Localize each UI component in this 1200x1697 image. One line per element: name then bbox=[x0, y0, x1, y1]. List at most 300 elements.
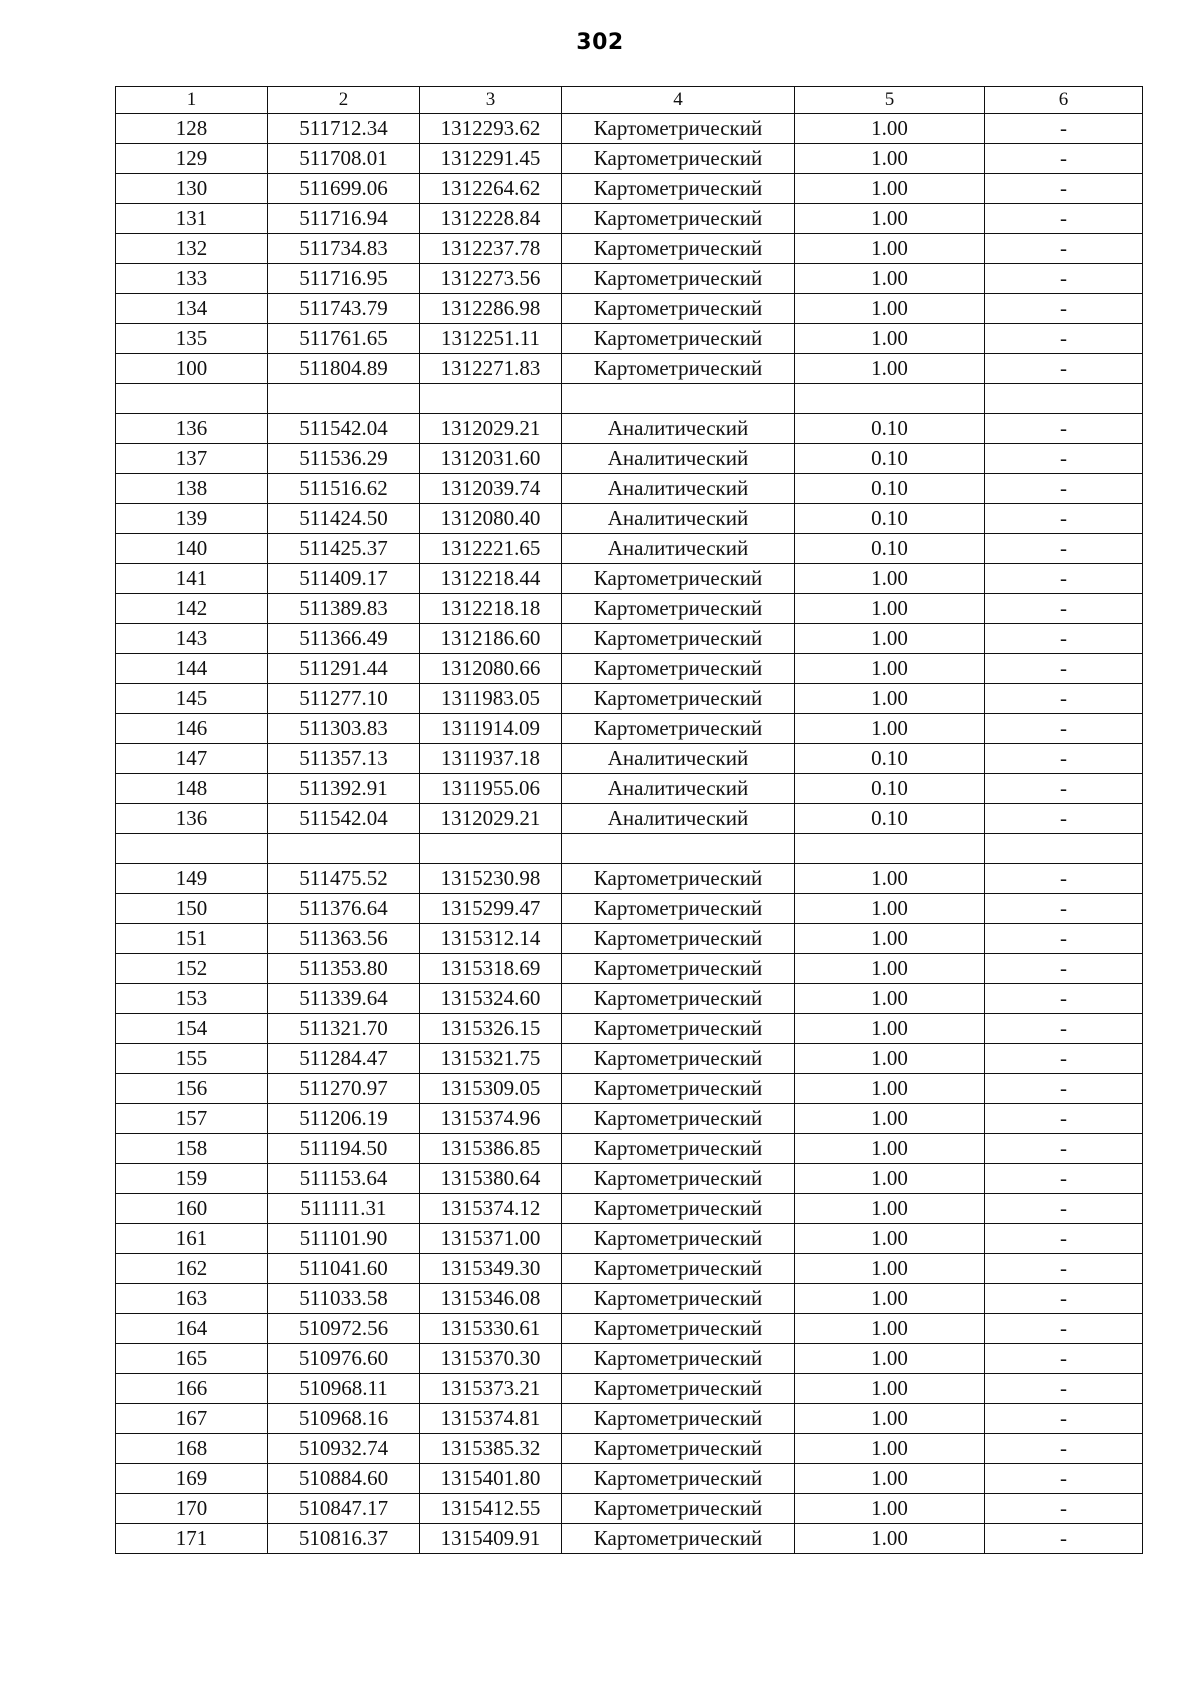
x-coordinate-cell: 511366.49 bbox=[268, 624, 420, 654]
y-coordinate-cell: 1311914.09 bbox=[420, 714, 562, 744]
point-number-cell: 153 bbox=[116, 984, 268, 1014]
accuracy-cell: 1.00 bbox=[795, 564, 985, 594]
point-number-cell: 168 bbox=[116, 1434, 268, 1464]
note-cell: - bbox=[985, 804, 1143, 834]
y-coordinate-cell: 1315299.47 bbox=[420, 894, 562, 924]
x-coordinate-cell: 511041.60 bbox=[268, 1254, 420, 1284]
method-cell: Картометрический bbox=[562, 654, 795, 684]
y-coordinate-cell: 1312273.56 bbox=[420, 264, 562, 294]
point-number-cell: 136 bbox=[116, 414, 268, 444]
method-cell: Картометрический bbox=[562, 324, 795, 354]
table-row bbox=[116, 564, 1143, 594]
table-row bbox=[116, 1434, 1143, 1464]
method-cell: Картометрический bbox=[562, 684, 795, 714]
point-number-cell: 165 bbox=[116, 1344, 268, 1374]
point-number-cell: 130 bbox=[116, 174, 268, 204]
accuracy-cell: 1.00 bbox=[795, 1254, 985, 1284]
x-coordinate-cell: 511111.31 bbox=[268, 1194, 420, 1224]
y-coordinate-cell: 1315371.00 bbox=[420, 1224, 562, 1254]
x-coordinate-cell: 511270.97 bbox=[268, 1074, 420, 1104]
note-cell: - bbox=[985, 594, 1143, 624]
x-coordinate-cell: 510968.16 bbox=[268, 1404, 420, 1434]
point-number-cell: 148 bbox=[116, 774, 268, 804]
point-number-cell: 171 bbox=[116, 1524, 268, 1554]
x-coordinate-cell: 511743.79 bbox=[268, 294, 420, 324]
note-cell: - bbox=[985, 1254, 1143, 1284]
table-row bbox=[116, 1044, 1143, 1074]
method-cell bbox=[562, 384, 795, 414]
point-number-cell: 147 bbox=[116, 744, 268, 774]
x-coordinate-cell: 511424.50 bbox=[268, 504, 420, 534]
x-coordinate-cell: 511277.10 bbox=[268, 684, 420, 714]
note-cell: - bbox=[985, 414, 1143, 444]
method-cell: Картометрический bbox=[562, 1464, 795, 1494]
x-coordinate-cell: 511712.34 bbox=[268, 114, 420, 144]
method-cell: Картометрический bbox=[562, 1404, 795, 1434]
accuracy-cell: 1.00 bbox=[795, 234, 985, 264]
point-number-cell: 144 bbox=[116, 654, 268, 684]
note-cell: - bbox=[985, 1344, 1143, 1374]
y-coordinate-cell: 1312039.74 bbox=[420, 474, 562, 504]
x-coordinate-cell: 511699.06 bbox=[268, 174, 420, 204]
table-row bbox=[116, 1074, 1143, 1104]
accuracy-cell: 1.00 bbox=[795, 1164, 985, 1194]
accuracy-cell: 1.00 bbox=[795, 354, 985, 384]
method-cell: Картометрический bbox=[562, 1494, 795, 1524]
accuracy-cell: 1.00 bbox=[795, 114, 985, 144]
accuracy-cell: 1.00 bbox=[795, 1404, 985, 1434]
y-coordinate-cell: 1312293.62 bbox=[420, 114, 562, 144]
y-coordinate-cell: 1315324.60 bbox=[420, 984, 562, 1014]
y-coordinate-cell: 1315312.14 bbox=[420, 924, 562, 954]
note-cell: - bbox=[985, 504, 1143, 534]
y-coordinate-cell: 1312271.83 bbox=[420, 354, 562, 384]
accuracy-cell: 1.00 bbox=[795, 714, 985, 744]
point-number-cell: 169 bbox=[116, 1464, 268, 1494]
y-coordinate-cell: 1311983.05 bbox=[420, 684, 562, 714]
table-row bbox=[116, 654, 1143, 684]
accuracy-cell: 1.00 bbox=[795, 264, 985, 294]
table-row bbox=[116, 954, 1143, 984]
column-number: 6 bbox=[985, 87, 1143, 114]
column-number: 1 bbox=[116, 87, 268, 114]
page-number: 302 bbox=[576, 30, 624, 55]
note-cell: - bbox=[985, 864, 1143, 894]
accuracy-cell bbox=[795, 384, 985, 414]
point-number-cell: 100 bbox=[116, 354, 268, 384]
note-cell: - bbox=[985, 744, 1143, 774]
method-cell: Картометрический bbox=[562, 624, 795, 654]
method-cell: Аналитический bbox=[562, 744, 795, 774]
accuracy-cell: 0.10 bbox=[795, 804, 985, 834]
table-row bbox=[116, 204, 1143, 234]
note-cell: - bbox=[985, 1104, 1143, 1134]
x-coordinate-cell: 510816.37 bbox=[268, 1524, 420, 1554]
y-coordinate-cell: 1315370.30 bbox=[420, 1344, 562, 1374]
accuracy-cell: 1.00 bbox=[795, 894, 985, 924]
accuracy-cell: 1.00 bbox=[795, 1104, 985, 1134]
point-number-cell bbox=[116, 834, 268, 864]
point-number-cell: 162 bbox=[116, 1254, 268, 1284]
method-cell: Аналитический bbox=[562, 474, 795, 504]
y-coordinate-cell: 1312080.66 bbox=[420, 654, 562, 684]
note-cell: - bbox=[985, 1134, 1143, 1164]
point-number-cell: 155 bbox=[116, 1044, 268, 1074]
x-coordinate-cell: 511353.80 bbox=[268, 954, 420, 984]
method-cell: Картометрический bbox=[562, 954, 795, 984]
x-coordinate-cell: 510976.60 bbox=[268, 1344, 420, 1374]
y-coordinate-cell: 1315346.08 bbox=[420, 1284, 562, 1314]
x-coordinate-cell: 511194.50 bbox=[268, 1134, 420, 1164]
point-number-cell: 150 bbox=[116, 894, 268, 924]
note-cell: - bbox=[985, 264, 1143, 294]
x-coordinate-cell: 511101.90 bbox=[268, 1224, 420, 1254]
note-cell: - bbox=[985, 474, 1143, 504]
method-cell: Картометрический bbox=[562, 894, 795, 924]
method-cell: Картометрический bbox=[562, 114, 795, 144]
table-row bbox=[116, 504, 1143, 534]
table-row bbox=[116, 624, 1143, 654]
note-cell: - bbox=[985, 144, 1143, 174]
y-coordinate-cell: 1312031.60 bbox=[420, 444, 562, 474]
point-number-cell: 156 bbox=[116, 1074, 268, 1104]
accuracy-cell: 1.00 bbox=[795, 1224, 985, 1254]
table-row bbox=[116, 1254, 1143, 1284]
table-row bbox=[116, 684, 1143, 714]
accuracy-cell: 0.10 bbox=[795, 414, 985, 444]
x-coordinate-cell: 511321.70 bbox=[268, 1014, 420, 1044]
accuracy-cell: 1.00 bbox=[795, 1194, 985, 1224]
table-row bbox=[116, 1104, 1143, 1134]
x-coordinate-cell: 511542.04 bbox=[268, 804, 420, 834]
table-row bbox=[116, 1014, 1143, 1044]
accuracy-cell: 1.00 bbox=[795, 654, 985, 684]
accuracy-cell: 1.00 bbox=[795, 174, 985, 204]
point-number-cell: 160 bbox=[116, 1194, 268, 1224]
accuracy-cell: 1.00 bbox=[795, 204, 985, 234]
method-cell: Картометрический bbox=[562, 1194, 795, 1224]
table-row bbox=[116, 1494, 1143, 1524]
accuracy-cell: 0.10 bbox=[795, 444, 985, 474]
y-coordinate-cell: 1312228.84 bbox=[420, 204, 562, 234]
y-coordinate-cell: 1315373.21 bbox=[420, 1374, 562, 1404]
method-cell: Картометрический bbox=[562, 924, 795, 954]
table-row bbox=[116, 234, 1143, 264]
point-number-cell: 141 bbox=[116, 564, 268, 594]
x-coordinate-cell: 510847.17 bbox=[268, 1494, 420, 1524]
y-coordinate-cell: 1312080.40 bbox=[420, 504, 562, 534]
note-cell: - bbox=[985, 204, 1143, 234]
note-cell: - bbox=[985, 1494, 1143, 1524]
method-cell: Картометрический bbox=[562, 1284, 795, 1314]
y-coordinate-cell: 1315230.98 bbox=[420, 864, 562, 894]
accuracy-cell: 1.00 bbox=[795, 924, 985, 954]
point-number-cell bbox=[116, 384, 268, 414]
accuracy-cell: 1.00 bbox=[795, 1284, 985, 1314]
table-row bbox=[116, 114, 1143, 144]
note-cell: - bbox=[985, 1194, 1143, 1224]
note-cell: - bbox=[985, 1314, 1143, 1344]
note-cell bbox=[985, 834, 1143, 864]
point-number-cell: 128 bbox=[116, 114, 268, 144]
x-coordinate-cell: 511206.19 bbox=[268, 1104, 420, 1134]
table-row bbox=[116, 594, 1143, 624]
table-row bbox=[116, 834, 1143, 864]
note-cell: - bbox=[985, 1524, 1143, 1554]
note-cell: - bbox=[985, 1224, 1143, 1254]
point-number-cell: 145 bbox=[116, 684, 268, 714]
point-number-cell: 154 bbox=[116, 1014, 268, 1044]
y-coordinate-cell: 1312237.78 bbox=[420, 234, 562, 264]
x-coordinate-cell: 511339.64 bbox=[268, 984, 420, 1014]
accuracy-cell: 1.00 bbox=[795, 324, 985, 354]
method-cell: Картометрический bbox=[562, 864, 795, 894]
method-cell: Картометрический bbox=[562, 1104, 795, 1134]
point-number-cell: 143 bbox=[116, 624, 268, 654]
accuracy-cell: 1.00 bbox=[795, 1014, 985, 1044]
x-coordinate-cell: 511542.04 bbox=[268, 414, 420, 444]
table-row bbox=[116, 534, 1143, 564]
y-coordinate-cell: 1315374.81 bbox=[420, 1404, 562, 1434]
point-number-cell: 137 bbox=[116, 444, 268, 474]
x-coordinate-cell: 511153.64 bbox=[268, 1164, 420, 1194]
table-row bbox=[116, 414, 1143, 444]
note-cell: - bbox=[985, 1374, 1143, 1404]
y-coordinate-cell: 1315309.05 bbox=[420, 1074, 562, 1104]
table-row bbox=[116, 144, 1143, 174]
point-number-cell: 158 bbox=[116, 1134, 268, 1164]
method-cell: Картометрический bbox=[562, 1044, 795, 1074]
accuracy-cell: 1.00 bbox=[795, 1464, 985, 1494]
y-coordinate-cell: 1315326.15 bbox=[420, 1014, 562, 1044]
x-coordinate-cell: 511708.01 bbox=[268, 144, 420, 174]
x-coordinate-cell: 511357.13 bbox=[268, 744, 420, 774]
y-coordinate-cell: 1315374.96 bbox=[420, 1104, 562, 1134]
y-coordinate-cell: 1312029.21 bbox=[420, 414, 562, 444]
x-coordinate-cell: 511716.94 bbox=[268, 204, 420, 234]
x-coordinate-cell: 511761.65 bbox=[268, 324, 420, 354]
table-row bbox=[116, 444, 1143, 474]
accuracy-cell: 1.00 bbox=[795, 684, 985, 714]
table-row bbox=[116, 1314, 1143, 1344]
note-cell: - bbox=[985, 774, 1143, 804]
y-coordinate-cell: 1312251.11 bbox=[420, 324, 562, 354]
accuracy-cell: 1.00 bbox=[795, 954, 985, 984]
accuracy-cell: 1.00 bbox=[795, 594, 985, 624]
note-cell: - bbox=[985, 1164, 1143, 1194]
point-number-cell: 152 bbox=[116, 954, 268, 984]
column-number-row bbox=[116, 87, 1143, 114]
table-row bbox=[116, 324, 1143, 354]
method-cell: Картометрический bbox=[562, 714, 795, 744]
note-cell: - bbox=[985, 954, 1143, 984]
accuracy-cell: 1.00 bbox=[795, 144, 985, 174]
column-number: 5 bbox=[795, 87, 985, 114]
y-coordinate-cell: 1315385.32 bbox=[420, 1434, 562, 1464]
table-row bbox=[116, 804, 1143, 834]
note-cell: - bbox=[985, 984, 1143, 1014]
x-coordinate-cell: 510932.74 bbox=[268, 1434, 420, 1464]
table-row bbox=[116, 1344, 1143, 1374]
y-coordinate-cell: 1312186.60 bbox=[420, 624, 562, 654]
note-cell: - bbox=[985, 444, 1143, 474]
method-cell: Картометрический bbox=[562, 1014, 795, 1044]
accuracy-cell: 1.00 bbox=[795, 1134, 985, 1164]
method-cell: Картометрический bbox=[562, 1374, 795, 1404]
note-cell: - bbox=[985, 714, 1143, 744]
method-cell: Картометрический bbox=[562, 294, 795, 324]
y-coordinate-cell: 1312029.21 bbox=[420, 804, 562, 834]
x-coordinate-cell: 511392.91 bbox=[268, 774, 420, 804]
table-row bbox=[116, 294, 1143, 324]
x-coordinate-cell: 511475.52 bbox=[268, 864, 420, 894]
note-cell: - bbox=[985, 564, 1143, 594]
method-cell: Картометрический bbox=[562, 594, 795, 624]
method-cell: Картометрический bbox=[562, 234, 795, 264]
point-number-cell: 138 bbox=[116, 474, 268, 504]
point-number-cell: 157 bbox=[116, 1104, 268, 1134]
method-cell: Картометрический bbox=[562, 144, 795, 174]
note-cell: - bbox=[985, 624, 1143, 654]
point-number-cell: 131 bbox=[116, 204, 268, 234]
note-cell: - bbox=[985, 1434, 1143, 1464]
method-cell: Аналитический bbox=[562, 444, 795, 474]
note-cell: - bbox=[985, 174, 1143, 204]
point-number-cell: 149 bbox=[116, 864, 268, 894]
column-number: 2 bbox=[268, 87, 420, 114]
accuracy-cell: 0.10 bbox=[795, 744, 985, 774]
table-row bbox=[116, 1134, 1143, 1164]
note-cell: - bbox=[985, 924, 1143, 954]
table-row bbox=[116, 984, 1143, 1014]
x-coordinate-cell: 511303.83 bbox=[268, 714, 420, 744]
point-number-cell: 151 bbox=[116, 924, 268, 954]
method-cell: Картометрический bbox=[562, 1164, 795, 1194]
accuracy-cell bbox=[795, 834, 985, 864]
method-cell: Картометрический bbox=[562, 1254, 795, 1284]
accuracy-cell: 1.00 bbox=[795, 1434, 985, 1464]
accuracy-cell: 1.00 bbox=[795, 1524, 985, 1554]
point-number-cell: 161 bbox=[116, 1224, 268, 1254]
x-coordinate-cell: 510968.11 bbox=[268, 1374, 420, 1404]
method-cell: Картометрический bbox=[562, 1344, 795, 1374]
accuracy-cell: 1.00 bbox=[795, 1494, 985, 1524]
point-number-cell: 140 bbox=[116, 534, 268, 564]
method-cell: Картометрический bbox=[562, 1074, 795, 1104]
accuracy-cell: 1.00 bbox=[795, 294, 985, 324]
method-cell: Картометрический bbox=[562, 1134, 795, 1164]
accuracy-cell: 1.00 bbox=[795, 1074, 985, 1104]
table-row bbox=[116, 1464, 1143, 1494]
method-cell bbox=[562, 834, 795, 864]
method-cell: Картометрический bbox=[562, 1434, 795, 1464]
note-cell: - bbox=[985, 1044, 1143, 1074]
x-coordinate-cell: 511536.29 bbox=[268, 444, 420, 474]
note-cell: - bbox=[985, 684, 1143, 714]
point-number-cell: 134 bbox=[116, 294, 268, 324]
x-coordinate-cell bbox=[268, 834, 420, 864]
table-row bbox=[116, 354, 1143, 384]
point-number-cell: 167 bbox=[116, 1404, 268, 1434]
method-cell: Картометрический bbox=[562, 564, 795, 594]
table-row bbox=[116, 894, 1143, 924]
table-row bbox=[116, 864, 1143, 894]
table-row bbox=[116, 1404, 1143, 1434]
x-coordinate-cell bbox=[268, 384, 420, 414]
accuracy-cell: 1.00 bbox=[795, 984, 985, 1014]
table-row bbox=[116, 174, 1143, 204]
note-cell: - bbox=[985, 1404, 1143, 1434]
note-cell: - bbox=[985, 1284, 1143, 1314]
x-coordinate-cell: 511716.95 bbox=[268, 264, 420, 294]
accuracy-cell: 1.00 bbox=[795, 1344, 985, 1374]
accuracy-cell: 1.00 bbox=[795, 1314, 985, 1344]
point-number-cell: 164 bbox=[116, 1314, 268, 1344]
table-row bbox=[116, 384, 1143, 414]
point-number-cell: 139 bbox=[116, 504, 268, 534]
accuracy-cell: 1.00 bbox=[795, 864, 985, 894]
accuracy-cell: 0.10 bbox=[795, 504, 985, 534]
x-coordinate-cell: 510884.60 bbox=[268, 1464, 420, 1494]
point-number-cell: 159 bbox=[116, 1164, 268, 1194]
method-cell: Картометрический bbox=[562, 264, 795, 294]
point-number-cell: 170 bbox=[116, 1494, 268, 1524]
y-coordinate-cell: 1311937.18 bbox=[420, 744, 562, 774]
y-coordinate-cell: 1312264.62 bbox=[420, 174, 562, 204]
table-row bbox=[116, 714, 1143, 744]
x-coordinate-cell: 511389.83 bbox=[268, 594, 420, 624]
y-coordinate-cell: 1312221.65 bbox=[420, 534, 562, 564]
table-row bbox=[116, 1224, 1143, 1254]
table-row bbox=[116, 744, 1143, 774]
y-coordinate-cell: 1312218.18 bbox=[420, 594, 562, 624]
method-cell: Картометрический bbox=[562, 1224, 795, 1254]
y-coordinate-cell: 1315321.75 bbox=[420, 1044, 562, 1074]
method-cell: Аналитический bbox=[562, 414, 795, 444]
y-coordinate-cell: 1315401.80 bbox=[420, 1464, 562, 1494]
method-cell: Аналитический bbox=[562, 534, 795, 564]
x-coordinate-cell: 511409.17 bbox=[268, 564, 420, 594]
x-coordinate-cell: 510972.56 bbox=[268, 1314, 420, 1344]
y-coordinate-cell: 1311955.06 bbox=[420, 774, 562, 804]
y-coordinate-cell: 1312218.44 bbox=[420, 564, 562, 594]
y-coordinate-cell: 1315349.30 bbox=[420, 1254, 562, 1284]
point-number-cell: 146 bbox=[116, 714, 268, 744]
accuracy-cell: 1.00 bbox=[795, 1374, 985, 1404]
note-cell: - bbox=[985, 1074, 1143, 1104]
note-cell: - bbox=[985, 534, 1143, 564]
note-cell: - bbox=[985, 114, 1143, 144]
method-cell: Картометрический bbox=[562, 174, 795, 204]
x-coordinate-cell: 511804.89 bbox=[268, 354, 420, 384]
note-cell: - bbox=[985, 234, 1143, 264]
table-row bbox=[116, 924, 1143, 954]
y-coordinate-cell: 1312286.98 bbox=[420, 294, 562, 324]
method-cell: Картометрический bbox=[562, 984, 795, 1014]
table-row bbox=[116, 264, 1143, 294]
point-number-cell: 166 bbox=[116, 1374, 268, 1404]
point-number-cell: 163 bbox=[116, 1284, 268, 1314]
method-cell: Картометрический bbox=[562, 1314, 795, 1344]
accuracy-cell: 0.10 bbox=[795, 474, 985, 504]
accuracy-cell: 1.00 bbox=[795, 624, 985, 654]
y-coordinate-cell: 1315409.91 bbox=[420, 1524, 562, 1554]
x-coordinate-cell: 511284.47 bbox=[268, 1044, 420, 1074]
y-coordinate-cell bbox=[420, 384, 562, 414]
note-cell: - bbox=[985, 654, 1143, 684]
table-row bbox=[116, 1194, 1143, 1224]
method-cell: Картометрический bbox=[562, 1524, 795, 1554]
